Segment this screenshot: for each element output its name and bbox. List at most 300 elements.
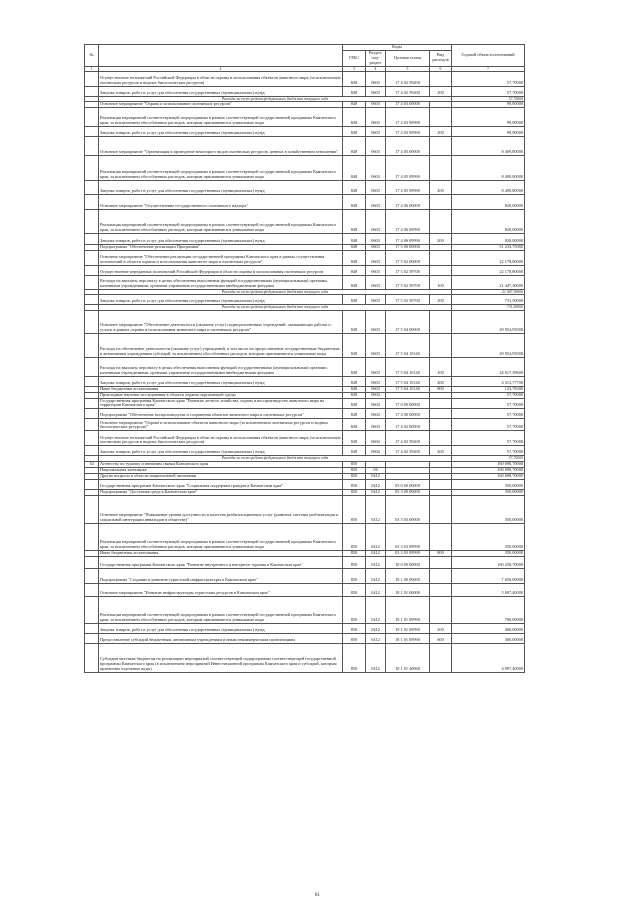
row-target: 18 1 01 40060 bbox=[386, 643, 430, 672]
row-description: Подпрограмма "Обеспечение воспроизводства и сохранения объектов животного мира и охотничьих ресурсов" bbox=[99, 409, 343, 419]
row-number bbox=[85, 556, 99, 568]
index-cell: 3 bbox=[343, 66, 366, 71]
row-razdel: 0603 bbox=[366, 266, 386, 276]
row-razdel: 0603 bbox=[366, 86, 386, 96]
row-description: Основное мероприятие "Обеспечение реализации государственной программы Камчатского края в рамках осуществления полномочий в области охраны и использования животного мира и охотничьих ресурсов" bbox=[99, 251, 343, 266]
table-row bbox=[85, 398, 525, 409]
row-grbs: 848 bbox=[343, 251, 366, 266]
row-description: Прикладные научные исследования в области охраны окружающей среды bbox=[99, 392, 343, 398]
row-number bbox=[85, 276, 99, 290]
table-row bbox=[85, 108, 525, 127]
row-number bbox=[85, 431, 99, 446]
index-cell: 5 bbox=[386, 66, 430, 71]
row-grbs: 850 bbox=[343, 523, 366, 550]
row-description: Основное мероприятие "Развитие инфраструктуры туристских ресурсов в Камчатском крае" bbox=[99, 583, 343, 596]
row-type bbox=[430, 523, 452, 550]
row-grbs: 848 bbox=[343, 156, 366, 181]
table-row bbox=[85, 156, 525, 181]
row-type: 200 bbox=[430, 234, 452, 245]
table-row bbox=[85, 251, 525, 266]
header-codes-group: Коды bbox=[343, 45, 452, 51]
row-razdel: 0604 bbox=[366, 419, 386, 431]
row-razdel: 0412 bbox=[366, 568, 386, 583]
row-number bbox=[85, 195, 99, 210]
row-grbs: 850 bbox=[343, 473, 366, 479]
row-target: 18 1 00 00000 bbox=[386, 568, 430, 583]
row-description: Подпрограмма "Обеспечение реализации Программы" bbox=[99, 245, 343, 251]
index-cell: 4 bbox=[366, 66, 386, 71]
row-grbs: 850 bbox=[343, 623, 366, 633]
row-number bbox=[85, 357, 99, 376]
row-description: Осуществление полномочий Российской Федерации в области охраны и использования объектов животного мира (за исключением охотничьих ресурсов и водных биологических ресурсов) bbox=[99, 431, 343, 446]
row-grbs: 848 bbox=[343, 137, 366, 156]
row-grbs: 850 bbox=[343, 550, 366, 556]
row-amount: 160 258,70000 bbox=[452, 556, 525, 568]
row-type: 800 bbox=[430, 386, 452, 392]
row-type: 100 bbox=[430, 357, 452, 376]
row-razdel: 0603 bbox=[366, 234, 386, 245]
row-razdel: 04 bbox=[366, 467, 386, 473]
row-type bbox=[430, 108, 452, 127]
row-razdel: 0412 bbox=[366, 473, 386, 479]
row-number bbox=[85, 137, 99, 156]
row-number: 34 bbox=[85, 461, 99, 467]
row-target: 17 4 05 00000 bbox=[386, 137, 430, 156]
row-razdel: 0603 bbox=[366, 357, 386, 376]
row-grbs: 850 bbox=[343, 596, 366, 623]
row-amount: 22 178,80000 bbox=[452, 251, 525, 266]
row-type bbox=[430, 556, 452, 568]
row-target: 17 5 02 59700 bbox=[386, 295, 430, 305]
row-razdel: 0604 bbox=[366, 409, 386, 419]
row-razdel: 0603 bbox=[366, 108, 386, 127]
index-cell: 7 bbox=[452, 66, 525, 71]
row-razdel: 0603 bbox=[366, 181, 386, 195]
row-razdel: 0604 bbox=[366, 431, 386, 446]
row-description: Реализация мероприятий соответствующей подпрограммы в рамках соответствующей государственной программы Камчатского края, за исключением обособленных расходов, которым присваиваются уникальные коды bbox=[99, 523, 343, 550]
row-type bbox=[430, 409, 452, 419]
header-grbs: ГРБС bbox=[343, 51, 366, 67]
row-razdel: 0412 bbox=[366, 523, 386, 550]
row-amount: 350,00000 bbox=[452, 495, 525, 523]
row-amount: 7 650,00000 bbox=[452, 568, 525, 583]
row-razdel: 0412 bbox=[366, 583, 386, 596]
row-target: 17 4 02 59200 bbox=[386, 431, 430, 446]
row-number bbox=[85, 623, 99, 633]
row-amount: 8 409,80000 bbox=[452, 181, 525, 195]
row-target: 17 4 06 09990 bbox=[386, 234, 430, 245]
table-row bbox=[85, 495, 525, 523]
table-row bbox=[85, 86, 525, 96]
row-amount: 700,00000 bbox=[452, 596, 525, 623]
row-number bbox=[85, 181, 99, 195]
row-amount: 8 409,80000 bbox=[452, 137, 525, 156]
row-number bbox=[85, 596, 99, 623]
index-cell: 6 bbox=[430, 66, 452, 71]
page-number: 81 bbox=[315, 893, 320, 898]
row-amount: 350,00000 bbox=[452, 523, 525, 550]
row-target: 17 4 02 59200 bbox=[386, 71, 430, 86]
table-row bbox=[85, 266, 525, 276]
row-type bbox=[430, 568, 452, 583]
row-amount: 99,90000 bbox=[452, 102, 525, 108]
table-row bbox=[85, 431, 525, 446]
row-grbs: 850 bbox=[343, 643, 366, 672]
row-description: Основное мероприятие "Охрана и использование объектов животного мира (за исключением охотничьих ресурсов и водных биологических ресурсов)" bbox=[99, 419, 343, 431]
row-razdel: 0603 bbox=[366, 245, 386, 251]
row-amount: 5 697,40000 bbox=[452, 583, 525, 596]
row-target: 03 3 03 09990 bbox=[386, 550, 430, 556]
row-target: 17 4 02 59200 bbox=[386, 446, 430, 456]
header-vid: Вид расходов bbox=[430, 51, 452, 67]
row-description: Закупка товаров, работ и услуг для обеспечения государственных (муниципальных) нужд bbox=[99, 623, 343, 633]
table-row bbox=[85, 333, 525, 357]
row-amount: 22 178,80000 bbox=[452, 266, 525, 276]
table-row bbox=[85, 446, 525, 456]
row-type bbox=[430, 310, 452, 333]
row-grbs: 848 bbox=[343, 108, 366, 127]
row-grbs: 850 bbox=[343, 583, 366, 596]
table-row bbox=[85, 234, 525, 245]
row-number bbox=[85, 398, 99, 409]
row-description: Основное мероприятие "Охрана и использование охотничьих ресурсов" bbox=[99, 102, 343, 108]
row-razdel: 0603 bbox=[366, 295, 386, 305]
row-grbs: 848 bbox=[343, 392, 366, 398]
table-row bbox=[85, 127, 525, 137]
header-row-1 bbox=[85, 45, 525, 51]
row-target: 03 3 00 00000 bbox=[386, 489, 430, 495]
table-row bbox=[85, 295, 525, 305]
row-number bbox=[85, 495, 99, 523]
header-tsel: Целевая статья bbox=[386, 51, 430, 67]
row-amount: 350,00000 bbox=[452, 479, 525, 489]
row-amount: 4 313,77700 bbox=[452, 376, 525, 386]
row-target: 03 3 03 00000 bbox=[386, 495, 430, 523]
row-target: 17 4 06 09990 bbox=[386, 210, 430, 234]
row-grbs: 850 bbox=[343, 495, 366, 523]
row-description: Закупка товаров, работ и услуг для обеспечения государственных (муниципальных) нужд bbox=[99, 295, 343, 305]
row-amount: 300,00000 bbox=[452, 633, 525, 643]
row-amount: 29 054,95000 bbox=[452, 310, 525, 333]
row-amount: 820,00000 bbox=[452, 234, 525, 245]
row-target: 03 0 00 00000 bbox=[386, 479, 430, 489]
note-amount: 21 447,30000 bbox=[452, 290, 525, 295]
row-target: 17 5 02 59700 bbox=[386, 266, 430, 276]
row-grbs: 848 bbox=[343, 234, 366, 245]
row-number bbox=[85, 633, 99, 643]
row-type bbox=[430, 596, 452, 623]
row-number bbox=[85, 156, 99, 181]
row-grbs: 848 bbox=[343, 431, 366, 446]
row-type bbox=[430, 419, 452, 431]
note-text: Расходы за счет средств федерального бюджета текущего года bbox=[99, 305, 452, 310]
row-description: Предоставление субсидий бюджетным, автономным учреждениям и иным некоммерческим организациям bbox=[99, 633, 343, 643]
row-razdel: 0412 bbox=[366, 633, 386, 643]
row-target: 17 5 04 10140 bbox=[386, 333, 430, 357]
row-type: 800 bbox=[430, 550, 452, 556]
row-grbs: 848 bbox=[343, 357, 366, 376]
row-grbs: 848 bbox=[343, 245, 366, 251]
row-type bbox=[430, 210, 452, 234]
row-type bbox=[430, 71, 452, 86]
row-amount: 160 698,70000 bbox=[452, 473, 525, 479]
row-razdel: 0604 bbox=[366, 446, 386, 456]
table-row bbox=[85, 623, 525, 633]
table-row bbox=[85, 376, 525, 386]
row-target: 17 4 02 00000 bbox=[386, 419, 430, 431]
row-description: Основное мероприятие "Повышение уровня доступности и качества реабилитационных услуг (развитие системы реабилитации и социальной интеграции инвалидов в обществе)" bbox=[99, 495, 343, 523]
table-row bbox=[85, 357, 525, 376]
row-number bbox=[85, 108, 99, 127]
table-row bbox=[85, 568, 525, 583]
row-description: Расходы на обеспечение деятельности (оказание услуг) учреждений, в том числе на предоставление государственным бюджетным и автономным учреждениям субсидий, за исключением обособленных расходов, которым присваиваются уникальные коды bbox=[99, 333, 343, 357]
row-number bbox=[85, 71, 99, 86]
row-amount: 160 698,70000 bbox=[452, 467, 525, 473]
row-target: 03 3 03 09990 bbox=[386, 523, 430, 550]
row-grbs: 848 bbox=[343, 386, 366, 392]
row-description: Осуществление полномочий Российской Федерации в области охраны и использования объектов животного мира (за исключением охотничьих ресурсов и водных биологических ресурсов) bbox=[99, 71, 343, 86]
row-target: 17 4 05 09990 bbox=[386, 156, 430, 181]
row-type bbox=[430, 479, 452, 489]
table-row bbox=[85, 210, 525, 234]
row-description: Реализация мероприятий соответствующей подпрограммы в рамках соответствующей государственной программы Камчатского края, за исключением обособленных расходов, которым присваиваются уникальные коды bbox=[99, 596, 343, 623]
row-description: Основное мероприятие "Осуществление государственного охотничьего надзора" bbox=[99, 195, 343, 210]
row-amount: 400,00000 bbox=[452, 623, 525, 633]
row-amount: 57,70000 bbox=[452, 419, 525, 431]
row-description: Другие вопросы в области национальной экономики bbox=[99, 473, 343, 479]
row-number bbox=[85, 333, 99, 357]
row-grbs: 850 bbox=[343, 556, 366, 568]
row-type bbox=[430, 643, 452, 672]
row-grbs: 848 bbox=[343, 333, 366, 357]
table-row bbox=[85, 643, 525, 672]
row-type bbox=[430, 251, 452, 266]
row-target: 17 5 04 10140 bbox=[386, 357, 430, 376]
row-description: Иные бюджетные ассигнования bbox=[99, 550, 343, 556]
row-grbs: 848 bbox=[343, 376, 366, 386]
row-type: 200 bbox=[430, 376, 452, 386]
row-grbs: 848 bbox=[343, 210, 366, 234]
row-target: 18 1 01 09990 bbox=[386, 623, 430, 633]
table-row bbox=[85, 596, 525, 623]
row-grbs: 848 bbox=[343, 102, 366, 108]
row-razdel: 0412 bbox=[366, 643, 386, 672]
row-amount: 57,70000 bbox=[452, 431, 525, 446]
row-description: Государственная программа Камчатского края "Развитие лесного хозяйства, охрана и воспроизводство животного мира на территории Камчатского края" bbox=[99, 398, 343, 409]
index-cell: 2 bbox=[99, 66, 343, 71]
row-razdel: 0604 bbox=[366, 392, 386, 398]
row-description: Государственная программа Камчатского края "Социальная поддержка граждан в Камчатском крае" bbox=[99, 479, 343, 489]
row-target: 17 4 03 09990 bbox=[386, 127, 430, 137]
row-razdel: 0603 bbox=[366, 310, 386, 333]
row-grbs: 848 bbox=[343, 127, 366, 137]
row-description: Расходы на выплаты персоналу в целях обеспечения выполнения функций государственными (муниципальными) органами, казенными учреждениями, органами управления государственными внебюджетными фондами bbox=[99, 357, 343, 376]
row-target: 17 4 03 09990 bbox=[386, 108, 430, 127]
row-razdel: 0603 bbox=[366, 137, 386, 156]
row-target: 17 4 03 00000 bbox=[386, 102, 430, 108]
row-razdel: 0603 bbox=[366, 276, 386, 290]
note-amount: 57,70000 bbox=[452, 96, 525, 101]
row-grbs: 848 bbox=[343, 295, 366, 305]
table-body bbox=[85, 71, 525, 672]
row-type: 100 bbox=[430, 276, 452, 290]
row-amount: 160 698,70000 bbox=[452, 461, 525, 467]
row-amount: 820,00000 bbox=[452, 195, 525, 210]
row-target: 17 4 02 59200 bbox=[386, 86, 430, 96]
row-grbs: 848 bbox=[343, 310, 366, 333]
row-type bbox=[430, 156, 452, 181]
row-number bbox=[85, 127, 99, 137]
row-type bbox=[430, 195, 452, 210]
row-amount: 57,70000 bbox=[452, 86, 525, 96]
row-grbs: 848 bbox=[343, 419, 366, 431]
table-row bbox=[85, 181, 525, 195]
row-number bbox=[85, 583, 99, 596]
table-row bbox=[85, 195, 525, 210]
row-description: Подпрограмма "Доступная среда в Камчатском крае" bbox=[99, 489, 343, 495]
row-amount: 820,00000 bbox=[452, 210, 525, 234]
row-razdel: 0412 bbox=[366, 596, 386, 623]
row-amount: 4 997,40000 bbox=[452, 643, 525, 672]
row-razdel: 0412 bbox=[366, 550, 386, 556]
row-description: Реализация мероприятий соответствующей подпрограммы в рамках соответствующей государственной программы Камчатского края, за исключением обособленных расходов, которым присваиваются уникальные коды bbox=[99, 210, 343, 234]
row-number bbox=[85, 419, 99, 431]
table-row bbox=[85, 583, 525, 596]
row-description: Подпрограмма "Создание и развитие туристской инфраструктуры в Камчатском крае" bbox=[99, 568, 343, 583]
row-razdel: 0603 bbox=[366, 376, 386, 386]
row-target: 18 1 01 09990 bbox=[386, 596, 430, 623]
row-grbs: 850 bbox=[343, 489, 366, 495]
row-description: Основное мероприятие "Организация и проведение некоторого видов охотничьих ресурсов, ценных в хозяйственном отношении" bbox=[99, 137, 343, 156]
row-grbs: 850 bbox=[343, 467, 366, 473]
row-amount: 123,78300 bbox=[452, 386, 525, 392]
row-type: 200 bbox=[430, 181, 452, 195]
row-number bbox=[85, 523, 99, 550]
row-amount: 57,70000 bbox=[452, 398, 525, 409]
row-amount: 21 447,30000 bbox=[452, 276, 525, 290]
row-description: Иные бюджетные ассигнования bbox=[99, 386, 343, 392]
row-amount: 350,00000 bbox=[452, 550, 525, 556]
row-razdel: 0412 bbox=[366, 556, 386, 568]
row-amount: 57,70000 bbox=[452, 409, 525, 419]
row-type: 200 bbox=[430, 86, 452, 96]
header-no: № bbox=[85, 45, 99, 67]
row-number bbox=[85, 409, 99, 419]
row-grbs: 848 bbox=[343, 71, 366, 86]
row-description: Закупка товаров, работ и услуг для обеспечения государственных (муниципальных) нужд bbox=[99, 234, 343, 245]
row-number bbox=[85, 446, 99, 456]
row-razdel: 0412 bbox=[366, 495, 386, 523]
note-amount: 731,50000 bbox=[452, 305, 525, 310]
row-amount: 731,50000 bbox=[452, 295, 525, 305]
row-type bbox=[430, 398, 452, 409]
row-target: 18 1 01 09990 bbox=[386, 633, 430, 643]
row-number bbox=[85, 295, 99, 305]
table-row bbox=[85, 479, 525, 489]
row-description: Закупка товаров, работ и услуг для обеспечения государственных (муниципальных) нужд bbox=[99, 181, 343, 195]
row-number bbox=[85, 568, 99, 583]
budget-table bbox=[84, 44, 525, 673]
row-description: Государственная программа Камчатского края "Развитие внутреннего и въездного туризма в Камчатском крае" bbox=[99, 556, 343, 568]
row-description: Закупка товаров, работ и услуг для обеспечения государственных (муниципальных) нужд bbox=[99, 86, 343, 96]
row-amount: 24 617,39600 bbox=[452, 357, 525, 376]
row-target: 17 4 06 00000 bbox=[386, 195, 430, 210]
row-type bbox=[430, 583, 452, 596]
row-type: 200 bbox=[430, 446, 452, 456]
row-number bbox=[85, 643, 99, 672]
row-target: 18 1 01 00000 bbox=[386, 583, 430, 596]
row-target: 17 4 05 09990 bbox=[386, 181, 430, 195]
row-amount: 99,90000 bbox=[452, 108, 525, 127]
row-razdel: 0603 bbox=[366, 156, 386, 181]
row-description: Национальная экономика bbox=[99, 467, 343, 473]
row-number bbox=[85, 266, 99, 276]
row-number bbox=[85, 210, 99, 234]
row-target: 17 5 04 10140 bbox=[386, 376, 430, 386]
row-razdel: 0412 bbox=[366, 479, 386, 489]
row-type: 200 bbox=[430, 127, 452, 137]
row-type bbox=[430, 333, 452, 357]
row-target: 17 5 04 10140 bbox=[386, 386, 430, 392]
header-description bbox=[99, 45, 343, 67]
row-razdel: 0603 bbox=[366, 127, 386, 137]
row-number bbox=[85, 310, 99, 333]
row-grbs: 848 bbox=[343, 195, 366, 210]
table-row bbox=[85, 409, 525, 419]
row-razdel: 0412 bbox=[366, 623, 386, 633]
row-razdel: 0603 bbox=[366, 195, 386, 210]
row-amount: 57,70000 bbox=[452, 392, 525, 398]
row-amount: 51 233,75000 bbox=[452, 245, 525, 251]
row-description: Агентство по туризму и внешним связям Камчатского края bbox=[99, 461, 343, 467]
row-type bbox=[430, 431, 452, 446]
header-amount: Годовой объем ассигнований bbox=[452, 45, 525, 67]
row-amount: 57,70000 bbox=[452, 446, 525, 456]
row-type: 200 bbox=[430, 623, 452, 633]
row-description: Расходы на выплаты персоналу в целях обеспечения выполнения функций государственными (муниципальными) органами, казенными учреждениями, органами управления государственными внебюджетными фондами bbox=[99, 276, 343, 290]
table-row bbox=[85, 276, 525, 290]
row-target: 17 0 00 00000 bbox=[386, 398, 430, 409]
row-razdel: 0603 bbox=[366, 71, 386, 86]
row-grbs: 848 bbox=[343, 398, 366, 409]
row-description: Закупка товаров, работ и услуг для обеспечения государственных (муниципальных) нужд bbox=[99, 376, 343, 386]
row-description: Реализация мероприятий соответствующей подпрограммы в рамках соответствующей государственной программы Камчатского края, за исключением обособленных расходов, которым присваиваются уникальные коды bbox=[99, 156, 343, 181]
row-type bbox=[430, 495, 452, 523]
row-grbs: 850 bbox=[343, 479, 366, 489]
table-row bbox=[85, 633, 525, 643]
row-amount: 8 409,80000 bbox=[452, 156, 525, 181]
row-grbs: 848 bbox=[343, 446, 366, 456]
row-grbs: 848 bbox=[343, 86, 366, 96]
row-grbs: 848 bbox=[343, 276, 366, 290]
row-type bbox=[430, 266, 452, 276]
row-description: Закупка товаров, работ и услуг для обеспечения государственных (муниципальных) нужд bbox=[99, 127, 343, 137]
note-amount: 57,70000 bbox=[452, 456, 525, 461]
row-target: 17 5 04 00000 bbox=[386, 310, 430, 333]
row-number bbox=[85, 86, 99, 96]
table-row bbox=[85, 71, 525, 86]
row-amount: 350,00000 bbox=[452, 489, 525, 495]
table-row bbox=[85, 556, 525, 568]
row-description: Осуществление переданных полномочий Российской Федерации в области охраны и использования охотничьих ресурсов bbox=[99, 266, 343, 276]
row-description: Закупка товаров, работ и услуг для обеспечения государственных (муниципальных) нужд bbox=[99, 446, 343, 456]
row-description: Субсидии местным бюджетам на реализацию мероприятий соответствующей подпрограммы соответствующей государственной программы Камчатского края (в исключением мероприятий Инвестиционной программы Камчатского края и субсидий, которым присвоены отдельные коды) bbox=[99, 643, 343, 672]
table-row bbox=[85, 310, 525, 333]
row-grbs: 848 bbox=[343, 409, 366, 419]
row-razdel: 0603 bbox=[366, 251, 386, 266]
row-amount: 99,90000 bbox=[452, 127, 525, 137]
note-text: Расходы за счет средств федерального бюджета текущего года bbox=[99, 96, 452, 101]
